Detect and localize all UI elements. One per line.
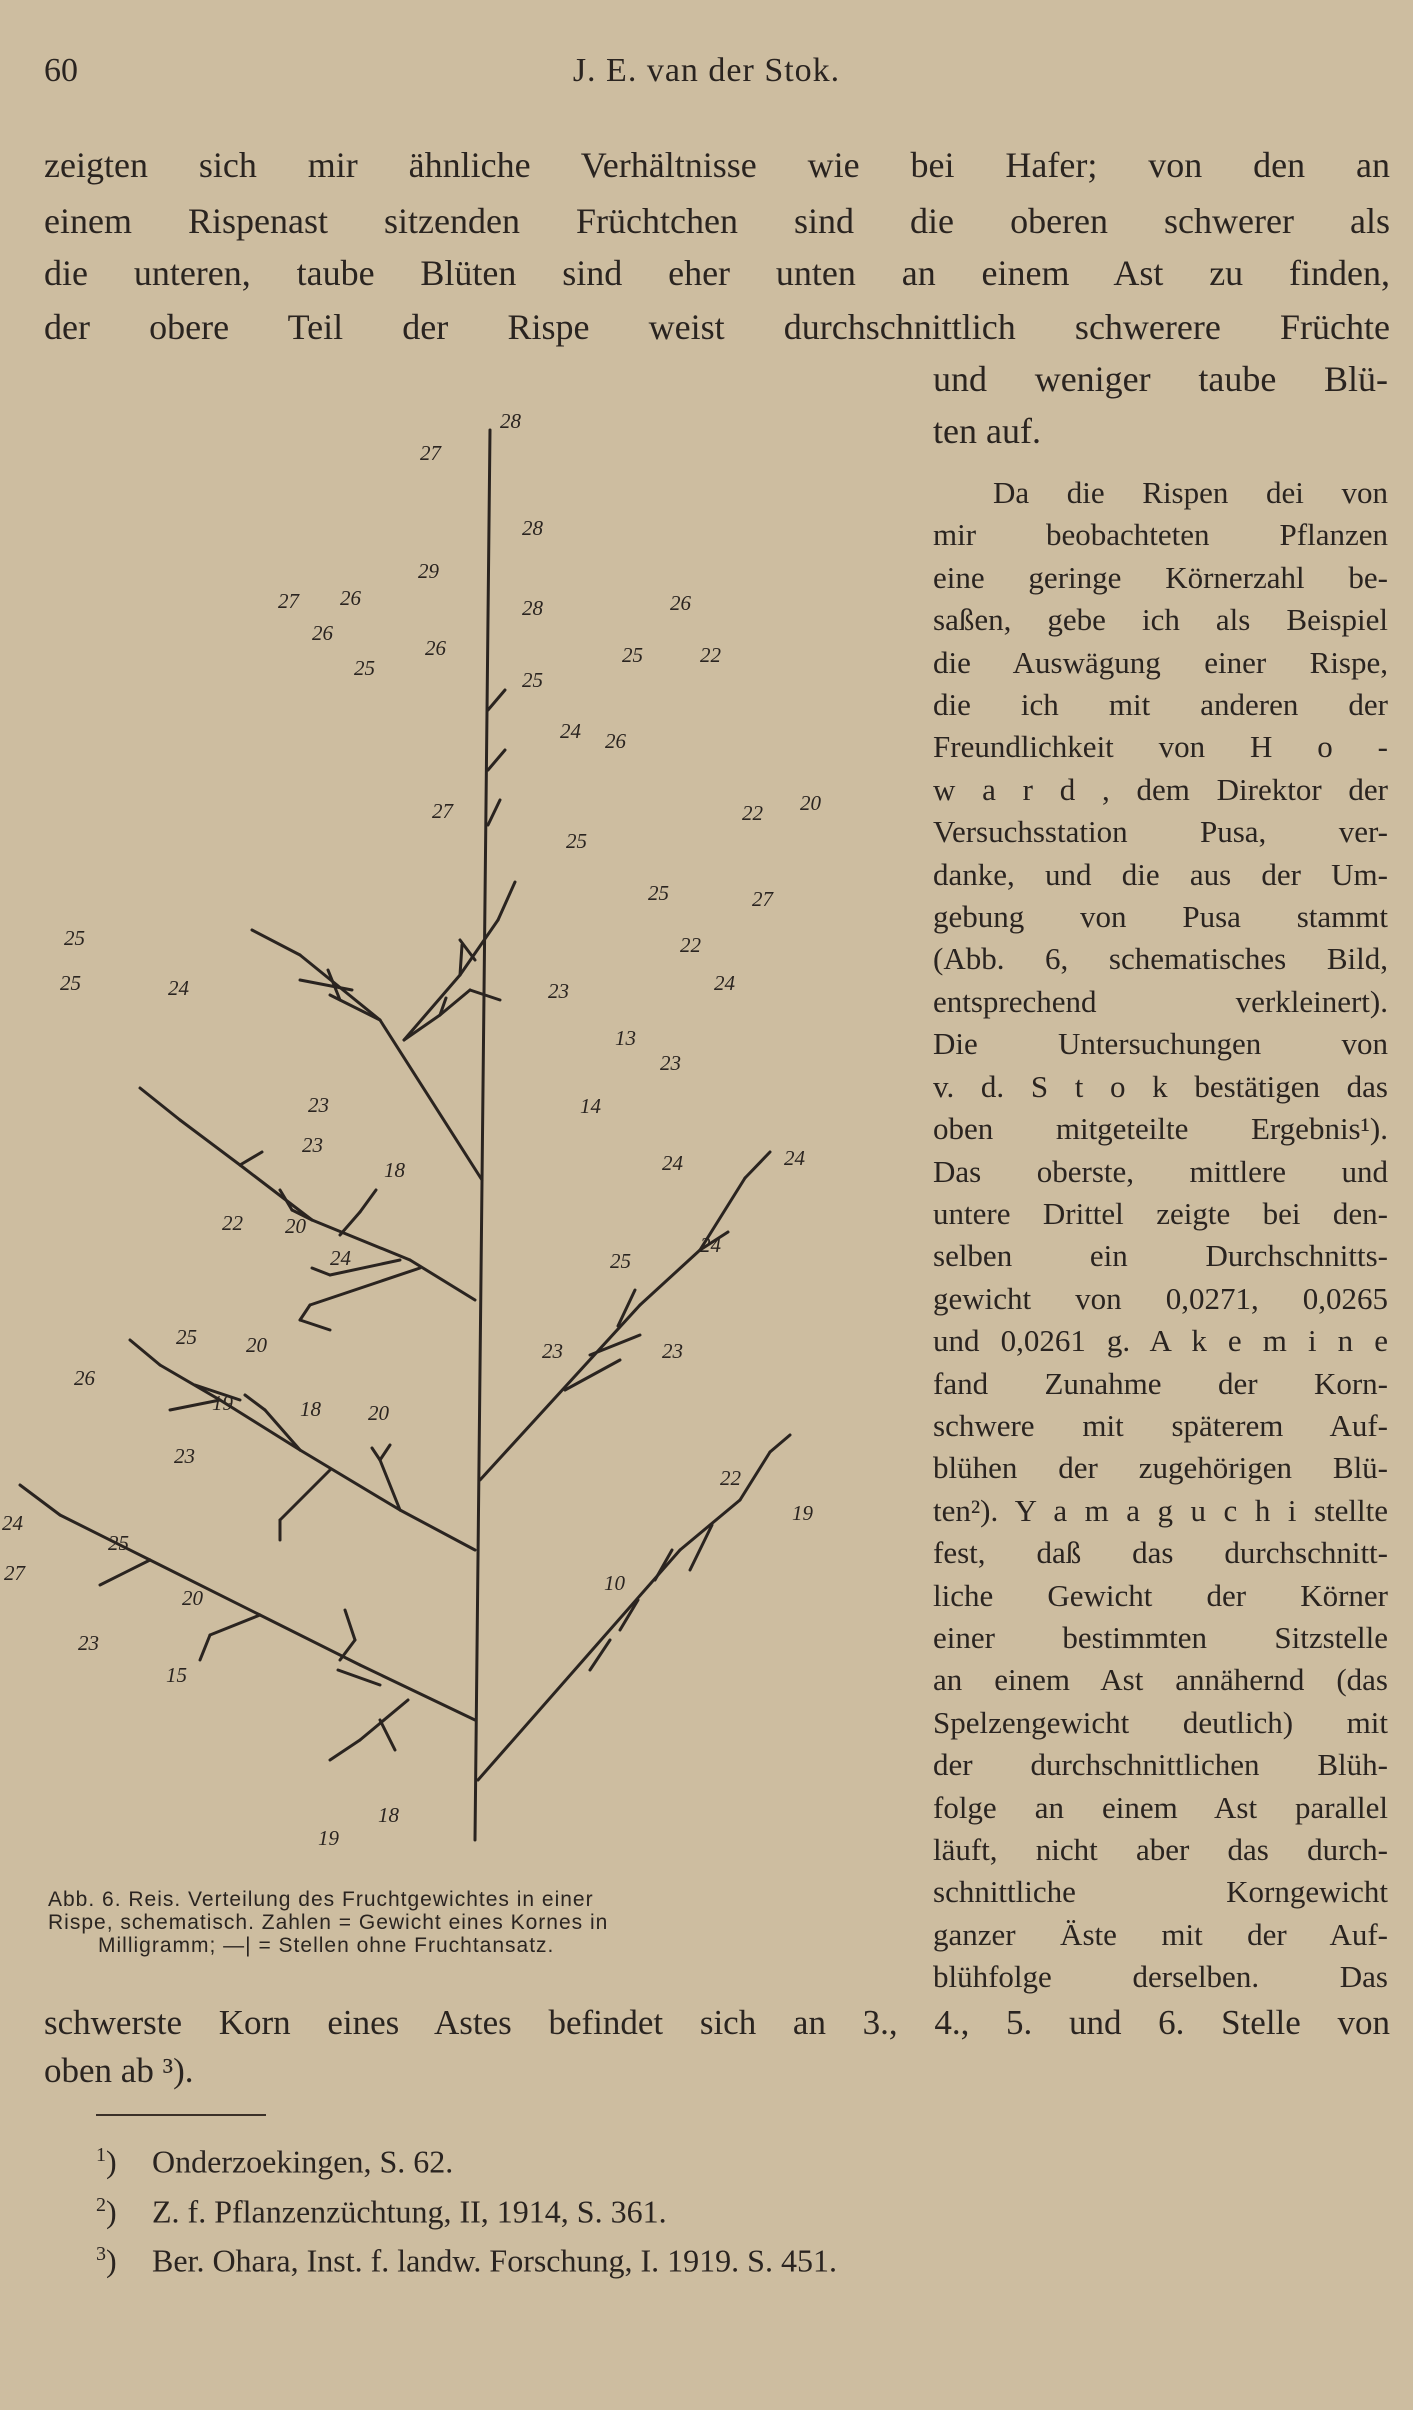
text-line: Spelzengewicht deutlich) mit bbox=[933, 1704, 1388, 1740]
weight-label: 26 bbox=[670, 591, 691, 615]
panicle-branch bbox=[400, 1510, 475, 1550]
text-line: schwerste Korn eines Astes befindet sich an 3., 4., 5. und 6. Stelle von bbox=[44, 2003, 1390, 2042]
text-line: entsprechend verkleinert). bbox=[933, 983, 1388, 1019]
text-line: Freundlichkeit von H o - bbox=[933, 729, 1388, 765]
weight-label: 25 bbox=[354, 656, 375, 680]
weight-label: 23 bbox=[308, 1093, 329, 1117]
panicle-branch bbox=[300, 980, 352, 990]
text-line: der obere Teil der Rispe weist durchschnittlich schwerere Früchte bbox=[44, 307, 1390, 347]
footnote-mark: 2 bbox=[96, 2193, 106, 2216]
text-line: und 0,0261 g. A k e m i n e bbox=[933, 1323, 1388, 1359]
weight-label: 23 bbox=[662, 1339, 683, 1363]
text-line: w a r d , dem Direktor der bbox=[933, 771, 1388, 807]
text-line: v. d. S t o k bestätigen das bbox=[933, 1068, 1388, 1104]
panicle-branch bbox=[300, 1305, 310, 1320]
text-line: oben mitgeteilte Ergebnis¹). bbox=[933, 1111, 1388, 1147]
weight-label: 25 bbox=[64, 926, 85, 950]
panicle-branch bbox=[488, 800, 500, 825]
text-line: untere Drittel zeigte bei den- bbox=[933, 1195, 1388, 1231]
weight-label: 24 bbox=[2, 1511, 23, 1535]
panicle-branch bbox=[240, 1165, 312, 1220]
text-line: blühen der zugehörigen Blü- bbox=[933, 1450, 1388, 1486]
text-line: ganzer Äste mit der Auf- bbox=[933, 1916, 1388, 1952]
panicle-branch bbox=[488, 690, 505, 710]
weight-label: 13 bbox=[615, 1026, 636, 1050]
panicle-branch bbox=[360, 1190, 376, 1212]
panicle-branch bbox=[312, 1268, 330, 1275]
weight-label: 20 bbox=[285, 1214, 306, 1238]
weight-label: 25 bbox=[648, 881, 669, 905]
panicle-branch bbox=[565, 1360, 620, 1390]
text-line: ten²). Y a m a g u c h i stellte bbox=[933, 1492, 1388, 1528]
text-line: Versuchsstation Pusa, ver- bbox=[933, 814, 1388, 850]
footnote-mark: 1 bbox=[96, 2144, 106, 2166]
page-number: 60 bbox=[44, 52, 78, 89]
panicle-branch bbox=[312, 1220, 410, 1260]
panicle-branch bbox=[372, 1448, 380, 1460]
weight-label: 26 bbox=[605, 729, 626, 753]
weight-label: 28 bbox=[522, 596, 543, 620]
footnote-text: Onderzoekingen, S. 62. bbox=[152, 2143, 454, 2180]
weight-label: 27 bbox=[432, 799, 453, 823]
weight-label: 22 bbox=[742, 801, 763, 825]
weight-label: 19 bbox=[318, 1826, 339, 1850]
text-line: einer bestimmten Sitzstelle bbox=[933, 1619, 1388, 1655]
footnote-mark: 3 bbox=[96, 2243, 106, 2266]
weight-label: 25 bbox=[610, 1249, 631, 1273]
text-line: ten auf. bbox=[933, 411, 1041, 451]
weight-label: 27 bbox=[278, 589, 299, 613]
weight-label: 18 bbox=[384, 1158, 405, 1182]
weight-label: 19 bbox=[212, 1391, 233, 1415]
weight-label: 14 bbox=[580, 1094, 601, 1118]
panicle-branch bbox=[404, 975, 460, 1040]
weight-label: 25 bbox=[60, 971, 81, 995]
text-line: schwere mit späterem Auf- bbox=[933, 1407, 1388, 1443]
weight-label: 24 bbox=[784, 1146, 805, 1170]
weight-label: 28 bbox=[522, 516, 543, 540]
footnote: $^1$) Onderzoekingen, S. 62. bbox=[96, 2143, 454, 2180]
text-line: saßen, gebe ich als Beispiel bbox=[933, 602, 1388, 638]
panicle-branch bbox=[160, 1365, 220, 1400]
weight-label: 22 bbox=[222, 1211, 243, 1235]
running-head: J. E. van der Stok. bbox=[572, 52, 841, 89]
panicle-branch bbox=[280, 1190, 292, 1210]
weight-label: 25 bbox=[522, 668, 543, 692]
text-line: einem Rispenast sitzenden Früchtchen sind die oberen schwerer als bbox=[44, 201, 1390, 241]
weight-label: 22 bbox=[680, 933, 701, 957]
text-line: fest, daß das durchschnitt- bbox=[933, 1535, 1388, 1571]
weight-label: 18 bbox=[300, 1397, 321, 1421]
text-line: folge an einem Ast parallel bbox=[933, 1789, 1388, 1825]
weight-label: 26 bbox=[74, 1366, 95, 1390]
footnotes bbox=[96, 2134, 837, 2283]
panicle-branch bbox=[590, 1640, 610, 1670]
panicle-branch bbox=[180, 1120, 240, 1165]
footnote-text: Ber. Ohara, Inst. f. landw. Forschung, I. 1919. S. 451. bbox=[152, 2242, 837, 2279]
weight-label: 20 bbox=[246, 1333, 267, 1357]
weight-label: 20 bbox=[368, 1401, 389, 1425]
weight-label: 28 bbox=[500, 409, 521, 433]
weight-label: 26 bbox=[340, 586, 361, 610]
weight-label: 24 bbox=[330, 1246, 351, 1270]
weight-label: 23 bbox=[542, 1339, 563, 1363]
panicle-branch bbox=[655, 1550, 672, 1580]
weight-label: 20 bbox=[800, 791, 821, 815]
panicle-branch bbox=[590, 1335, 640, 1355]
panicle-branch bbox=[240, 1152, 262, 1165]
panicle-branch bbox=[140, 1088, 180, 1120]
panicle-branch bbox=[345, 1610, 355, 1640]
panicle-branch bbox=[20, 1485, 60, 1515]
weight-label: 23 bbox=[302, 1133, 323, 1157]
weight-label: 27 bbox=[420, 441, 441, 465]
weight-label: 15 bbox=[166, 1663, 187, 1687]
weight-label: 23 bbox=[174, 1444, 195, 1468]
panicle-branch bbox=[130, 1340, 160, 1365]
weight-label: 25 bbox=[176, 1325, 197, 1349]
weight-label: 23 bbox=[78, 1631, 99, 1655]
figure-caption bbox=[48, 1888, 860, 1957]
text-line: oben ab ³). bbox=[44, 2051, 194, 2090]
text-line: der durchschnittlichen Blüh- bbox=[933, 1747, 1388, 1783]
weight-label: 19 bbox=[792, 1501, 813, 1525]
footnote-text: Z. f. Pflanzenzüchtung, II, 1914, S. 361. bbox=[152, 2193, 667, 2230]
text-line: gewicht von 0,0271, 0,0265 bbox=[933, 1280, 1388, 1316]
weight-label: 22 bbox=[700, 643, 721, 667]
panicle-branch bbox=[640, 1250, 700, 1305]
panicle-branch bbox=[380, 1720, 395, 1750]
text-line: eine geringe Körnerzahl be- bbox=[933, 559, 1388, 595]
text-line: danke, und die aus der Um- bbox=[933, 856, 1388, 892]
text-line: und weniger taube Blü- bbox=[933, 359, 1388, 399]
footnote-rule bbox=[96, 2114, 266, 2116]
panicle-branch bbox=[360, 1700, 408, 1740]
weight-label: 22 bbox=[720, 1466, 741, 1490]
weight-label: 29 bbox=[418, 559, 439, 583]
panicle-branch bbox=[478, 1550, 680, 1780]
weight-label: 25 bbox=[622, 643, 643, 667]
caption-line: Milligramm; —| = Stellen ohne Fruchtansatz. bbox=[98, 1934, 555, 1957]
weight-label: 18 bbox=[378, 1803, 399, 1827]
weight-label: 26 bbox=[425, 636, 446, 660]
text-line: schnittliche Korngewicht bbox=[933, 1874, 1388, 1910]
weight-label: 25 bbox=[108, 1531, 129, 1555]
text-line: gebung von Pusa stammt bbox=[933, 899, 1388, 935]
weight-label: 24 bbox=[662, 1151, 683, 1175]
text-line: fand Zunahme der Korn- bbox=[933, 1365, 1388, 1401]
weight-label: 10 bbox=[604, 1571, 625, 1595]
text-line: (Abb. 6, schematisches Bild, bbox=[933, 941, 1388, 977]
panicle-branch bbox=[260, 1615, 360, 1665]
panicle-branch bbox=[380, 1445, 390, 1460]
weight-label: 27 bbox=[4, 1561, 25, 1585]
caption-line: Abb. 6. Reis. Verteilung des Fruchtgewichtes in einer bbox=[48, 1888, 594, 1911]
panicle-branch bbox=[300, 1450, 400, 1510]
panicle-branch bbox=[360, 1665, 475, 1720]
panicle-branch bbox=[770, 1435, 790, 1452]
panicle-branch bbox=[680, 1500, 740, 1550]
panicle-branch bbox=[280, 1470, 330, 1520]
panicle-branch bbox=[210, 1615, 260, 1635]
panicle-branch bbox=[340, 1212, 360, 1235]
weight-label: 23 bbox=[660, 1051, 681, 1075]
text-line: mir beobachteten Pflanzen bbox=[933, 517, 1388, 553]
text-line: zeigten sich mir ähnliche Verhältnisse wie bei Hafer; von den an bbox=[44, 145, 1390, 185]
panicle-branch bbox=[200, 1635, 210, 1660]
panicle-branch bbox=[488, 750, 505, 770]
text-line: Das oberste, mittlere und bbox=[933, 1153, 1388, 1189]
panicle-branch bbox=[740, 1452, 770, 1500]
panicle-branch bbox=[100, 1560, 150, 1585]
text-line: selben ein Durchschnitts- bbox=[933, 1238, 1388, 1274]
panicle-branch bbox=[410, 1260, 475, 1300]
caption-line: Rispe, schematisch. Zahlen = Gewicht eines Kornes in bbox=[48, 1911, 609, 1934]
weight-label: 27 bbox=[752, 887, 773, 911]
text-line: blühfolge derselben. Das bbox=[933, 1959, 1388, 1995]
text-line: die unteren, taube Blüten sind eher unten an einem Ast zu finden, bbox=[44, 253, 1390, 293]
text-line: die Auswägung einer Rispe, bbox=[933, 644, 1388, 680]
panicle-branch bbox=[498, 882, 515, 920]
text-line: an einem Ast annähernd (das bbox=[933, 1662, 1388, 1698]
weight-label: 20 bbox=[182, 1586, 203, 1610]
panicle-diagram bbox=[0, 400, 900, 1870]
panicle-branch bbox=[380, 1020, 482, 1180]
weight-label: 25 bbox=[566, 829, 587, 853]
footnote: $^2$) Z. f. Pflanzenzüchtung, II, 1914, S. 361. bbox=[96, 2193, 667, 2230]
text-line: Da die Rispen dei von bbox=[993, 475, 1388, 510]
text-line: Die Untersuchungen von bbox=[933, 1026, 1388, 1062]
panicle-branch bbox=[252, 930, 300, 955]
weight-label: 24 bbox=[714, 971, 735, 995]
panicle-branch bbox=[480, 1305, 640, 1480]
panicle-branch bbox=[150, 1560, 260, 1615]
panicle-branch bbox=[745, 1152, 770, 1178]
panicle-branch bbox=[460, 945, 462, 975]
panicle-branch bbox=[330, 1740, 360, 1760]
text-line: läuft, nicht aber das durch- bbox=[933, 1832, 1388, 1867]
weight-label: 26 bbox=[312, 621, 333, 645]
weight-label: 24 bbox=[168, 976, 189, 1000]
text-line: die ich mit anderen der bbox=[933, 687, 1388, 723]
panicle-branch bbox=[245, 1395, 265, 1410]
right-column-text bbox=[933, 472, 1388, 1999]
footnote: $^3$) Ber. Ohara, Inst. f. landw. Forschung, I. 1919. S. 451. bbox=[96, 2242, 837, 2279]
panicle-branch bbox=[60, 1515, 150, 1560]
panicle-branch bbox=[475, 430, 490, 1840]
weight-label: 23 bbox=[548, 979, 569, 1003]
panicle-figure bbox=[0, 400, 900, 1870]
weight-label: 24 bbox=[700, 1233, 721, 1257]
weight-label: 24 bbox=[560, 719, 581, 743]
text-line: liche Gewicht der Körner bbox=[933, 1577, 1388, 1613]
panicle-branch bbox=[300, 1320, 330, 1330]
panicle-branch bbox=[340, 1640, 355, 1660]
page-header bbox=[44, 52, 1369, 98]
